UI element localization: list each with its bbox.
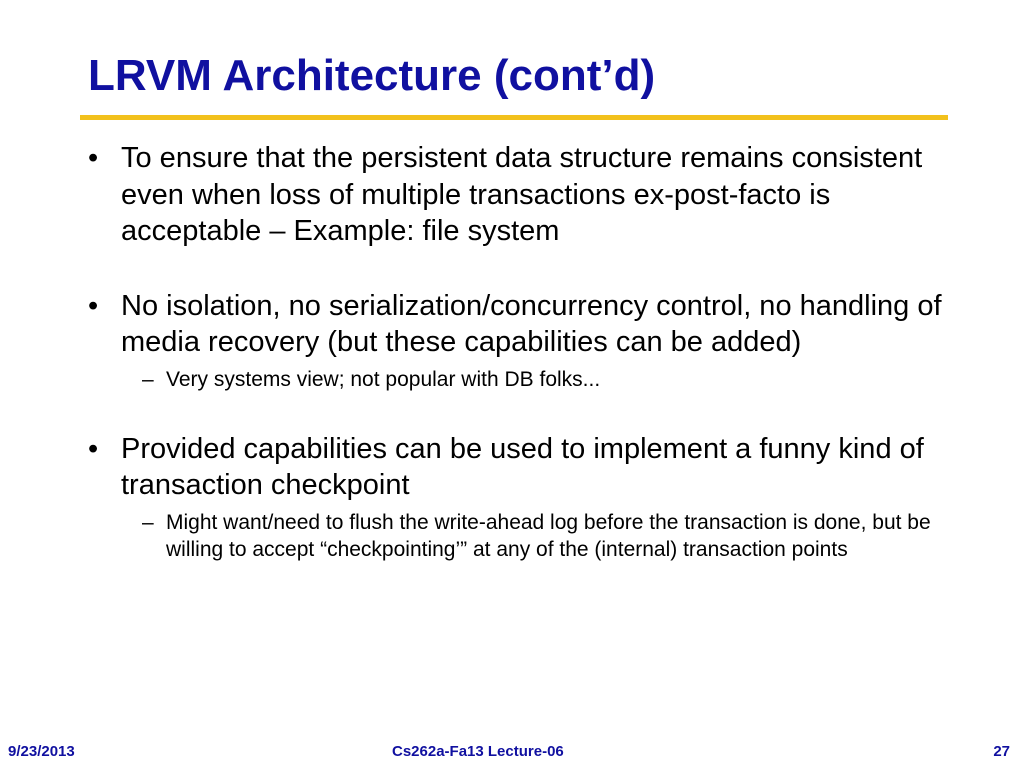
- bullet-item: [88, 288, 968, 393]
- sub-bullet-list: [121, 509, 968, 563]
- sub-bullet-item: [121, 509, 968, 563]
- footer-page-number: 27: [993, 743, 1010, 760]
- bullet-list: [88, 140, 968, 601]
- sub-bullet-text: Might want/need to flush the write-ahead log before the transaction is done, but be willing to accept “checkpointing’” at any of the (internal) transaction points: [166, 510, 931, 561]
- sub-bullet-marker: –: [142, 510, 154, 534]
- bullet-text: No isolation, no serialization/concurrency control, no handling of media recovery (but these capabilities can be added): [121, 289, 942, 358]
- footer-date: 9/23/2013: [8, 743, 75, 760]
- bullet-text: To ensure that the persistent data structure remains consistent even when loss of multiple transactions ex-post-facto is acceptable – Example: file system: [121, 142, 923, 247]
- bullet-marker: •: [88, 289, 99, 322]
- bullet-marker: •: [88, 142, 99, 174]
- sub-bullet-list: [121, 366, 968, 393]
- sub-bullet-marker: –: [142, 367, 154, 391]
- bullet-item: [88, 431, 968, 563]
- sub-bullet-item: [121, 366, 968, 393]
- footer-course-title: Cs262a-Fa13 Lecture-06: [392, 743, 564, 760]
- sub-bullet-text: Very systems view; not popular with DB folks...: [166, 367, 601, 391]
- bullet-item: [88, 140, 968, 250]
- title-underline-rule: [80, 115, 948, 120]
- bullet-text: Provided capabilities can be used to implement a funny kind of transaction checkpoint: [121, 432, 924, 501]
- slide-title: LRVM Architecture (cont’d): [88, 51, 656, 100]
- bullet-marker: •: [88, 432, 99, 465]
